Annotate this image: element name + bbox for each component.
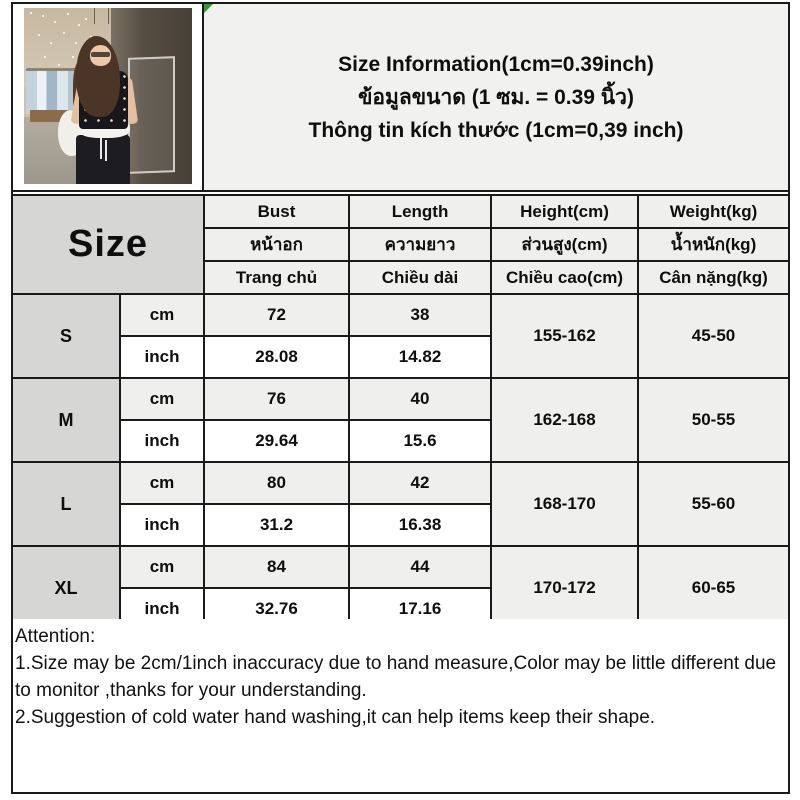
title-block — [204, 4, 788, 192]
header-bust-vi: Trang chủ — [204, 261, 349, 294]
m-length-inch: 15.6 — [349, 420, 491, 462]
unit-cm: cm — [120, 378, 204, 420]
outer-frame — [11, 2, 790, 794]
size-label-s: S — [13, 294, 120, 378]
photo-model-pants — [76, 135, 130, 184]
l-length-cm: 42 — [349, 462, 491, 504]
row-m-cm — [13, 378, 788, 420]
header-weight-vi: Cân nặng(kg) — [638, 261, 788, 294]
l-bust-cm: 80 — [204, 462, 349, 504]
header-length-vi: Chiều dài — [349, 261, 491, 294]
header-height-vi: Chiều cao(cm) — [491, 261, 638, 294]
l-bust-inch: 31.2 — [204, 504, 349, 546]
unit-inch: inch — [120, 588, 204, 630]
unit-cm: cm — [120, 462, 204, 504]
s-bust-cm: 72 — [204, 294, 349, 336]
attention-line-1: 1.Size may be 2cm/1inch inaccuracy due to hand measure,Color may be little different due to monitor ,thanks for your understanding. — [15, 653, 777, 701]
header-weight-th: น้ำหนัก(kg) — [638, 228, 788, 261]
row-s-cm — [13, 294, 788, 336]
xl-length-inch: 17.16 — [349, 588, 491, 630]
attention-note — [13, 619, 788, 792]
l-height: 168-170 — [491, 462, 638, 546]
s-height: 155-162 — [491, 294, 638, 378]
size-header-cell: Size — [13, 195, 204, 294]
photo-pants-drawstring — [100, 138, 102, 159]
row-l-cm — [13, 462, 788, 504]
size-table — [13, 194, 788, 631]
photo-ceiling-lights — [30, 12, 32, 14]
header-weight-en: Weight(kg) — [638, 195, 788, 228]
green-corner-marker-icon — [204, 4, 213, 13]
header-length-en: Length — [349, 195, 491, 228]
m-length-cm: 40 — [349, 378, 491, 420]
m-height: 162-168 — [491, 378, 638, 462]
header-height-en: Height(cm) — [491, 195, 638, 228]
size-label-l: L — [13, 462, 120, 546]
unit-inch: inch — [120, 504, 204, 546]
s-weight: 45-50 — [638, 294, 788, 378]
size-label-m: M — [13, 378, 120, 462]
attention-heading: Attention: — [15, 626, 96, 647]
l-weight: 55-60 — [638, 462, 788, 546]
header-length-th: ความยาว — [349, 228, 491, 261]
title-english: Size Information(1cm=0.39inch) — [338, 52, 654, 76]
l-length-inch: 16.38 — [349, 504, 491, 546]
unit-cm: cm — [120, 546, 204, 588]
photo-model-glasses — [91, 52, 109, 57]
photo-pendant-lamps — [94, 8, 95, 24]
m-bust-inch: 29.64 — [204, 420, 349, 462]
unit-inch: inch — [120, 420, 204, 462]
row-xl-cm — [13, 546, 788, 588]
s-length-cm: 38 — [349, 294, 491, 336]
title-vietnamese: Thông tin kích thước (1cm=0,39 inch) — [308, 118, 684, 142]
attention-line-2: 2.Suggestion of cold water hand washing,it can help items keep their shape. — [15, 707, 656, 728]
unit-cm: cm — [120, 294, 204, 336]
unit-inch: inch — [120, 336, 204, 378]
xl-height: 170-172 — [491, 546, 638, 630]
s-length-inch: 14.82 — [349, 336, 491, 378]
size-label-xl: XL — [13, 546, 120, 630]
xl-bust-inch: 32.76 — [204, 588, 349, 630]
product-photo — [24, 8, 192, 184]
header-bust-en: Bust — [204, 195, 349, 228]
header-bust-th: หน้าอก — [204, 228, 349, 261]
title-thai: ข้อมูลขนาด (1 ซม. = 0.39 นิ้ว) — [358, 85, 634, 109]
xl-bust-cm: 84 — [204, 546, 349, 588]
xl-weight: 60-65 — [638, 546, 788, 630]
m-bust-cm: 76 — [204, 378, 349, 420]
m-weight: 50-55 — [638, 378, 788, 462]
header-height-th: ส่วนสูง(cm) — [491, 228, 638, 261]
s-bust-inch: 28.08 — [204, 336, 349, 378]
xl-length-cm: 44 — [349, 546, 491, 588]
product-photo-cell — [13, 4, 204, 192]
header-row-english — [13, 195, 788, 228]
